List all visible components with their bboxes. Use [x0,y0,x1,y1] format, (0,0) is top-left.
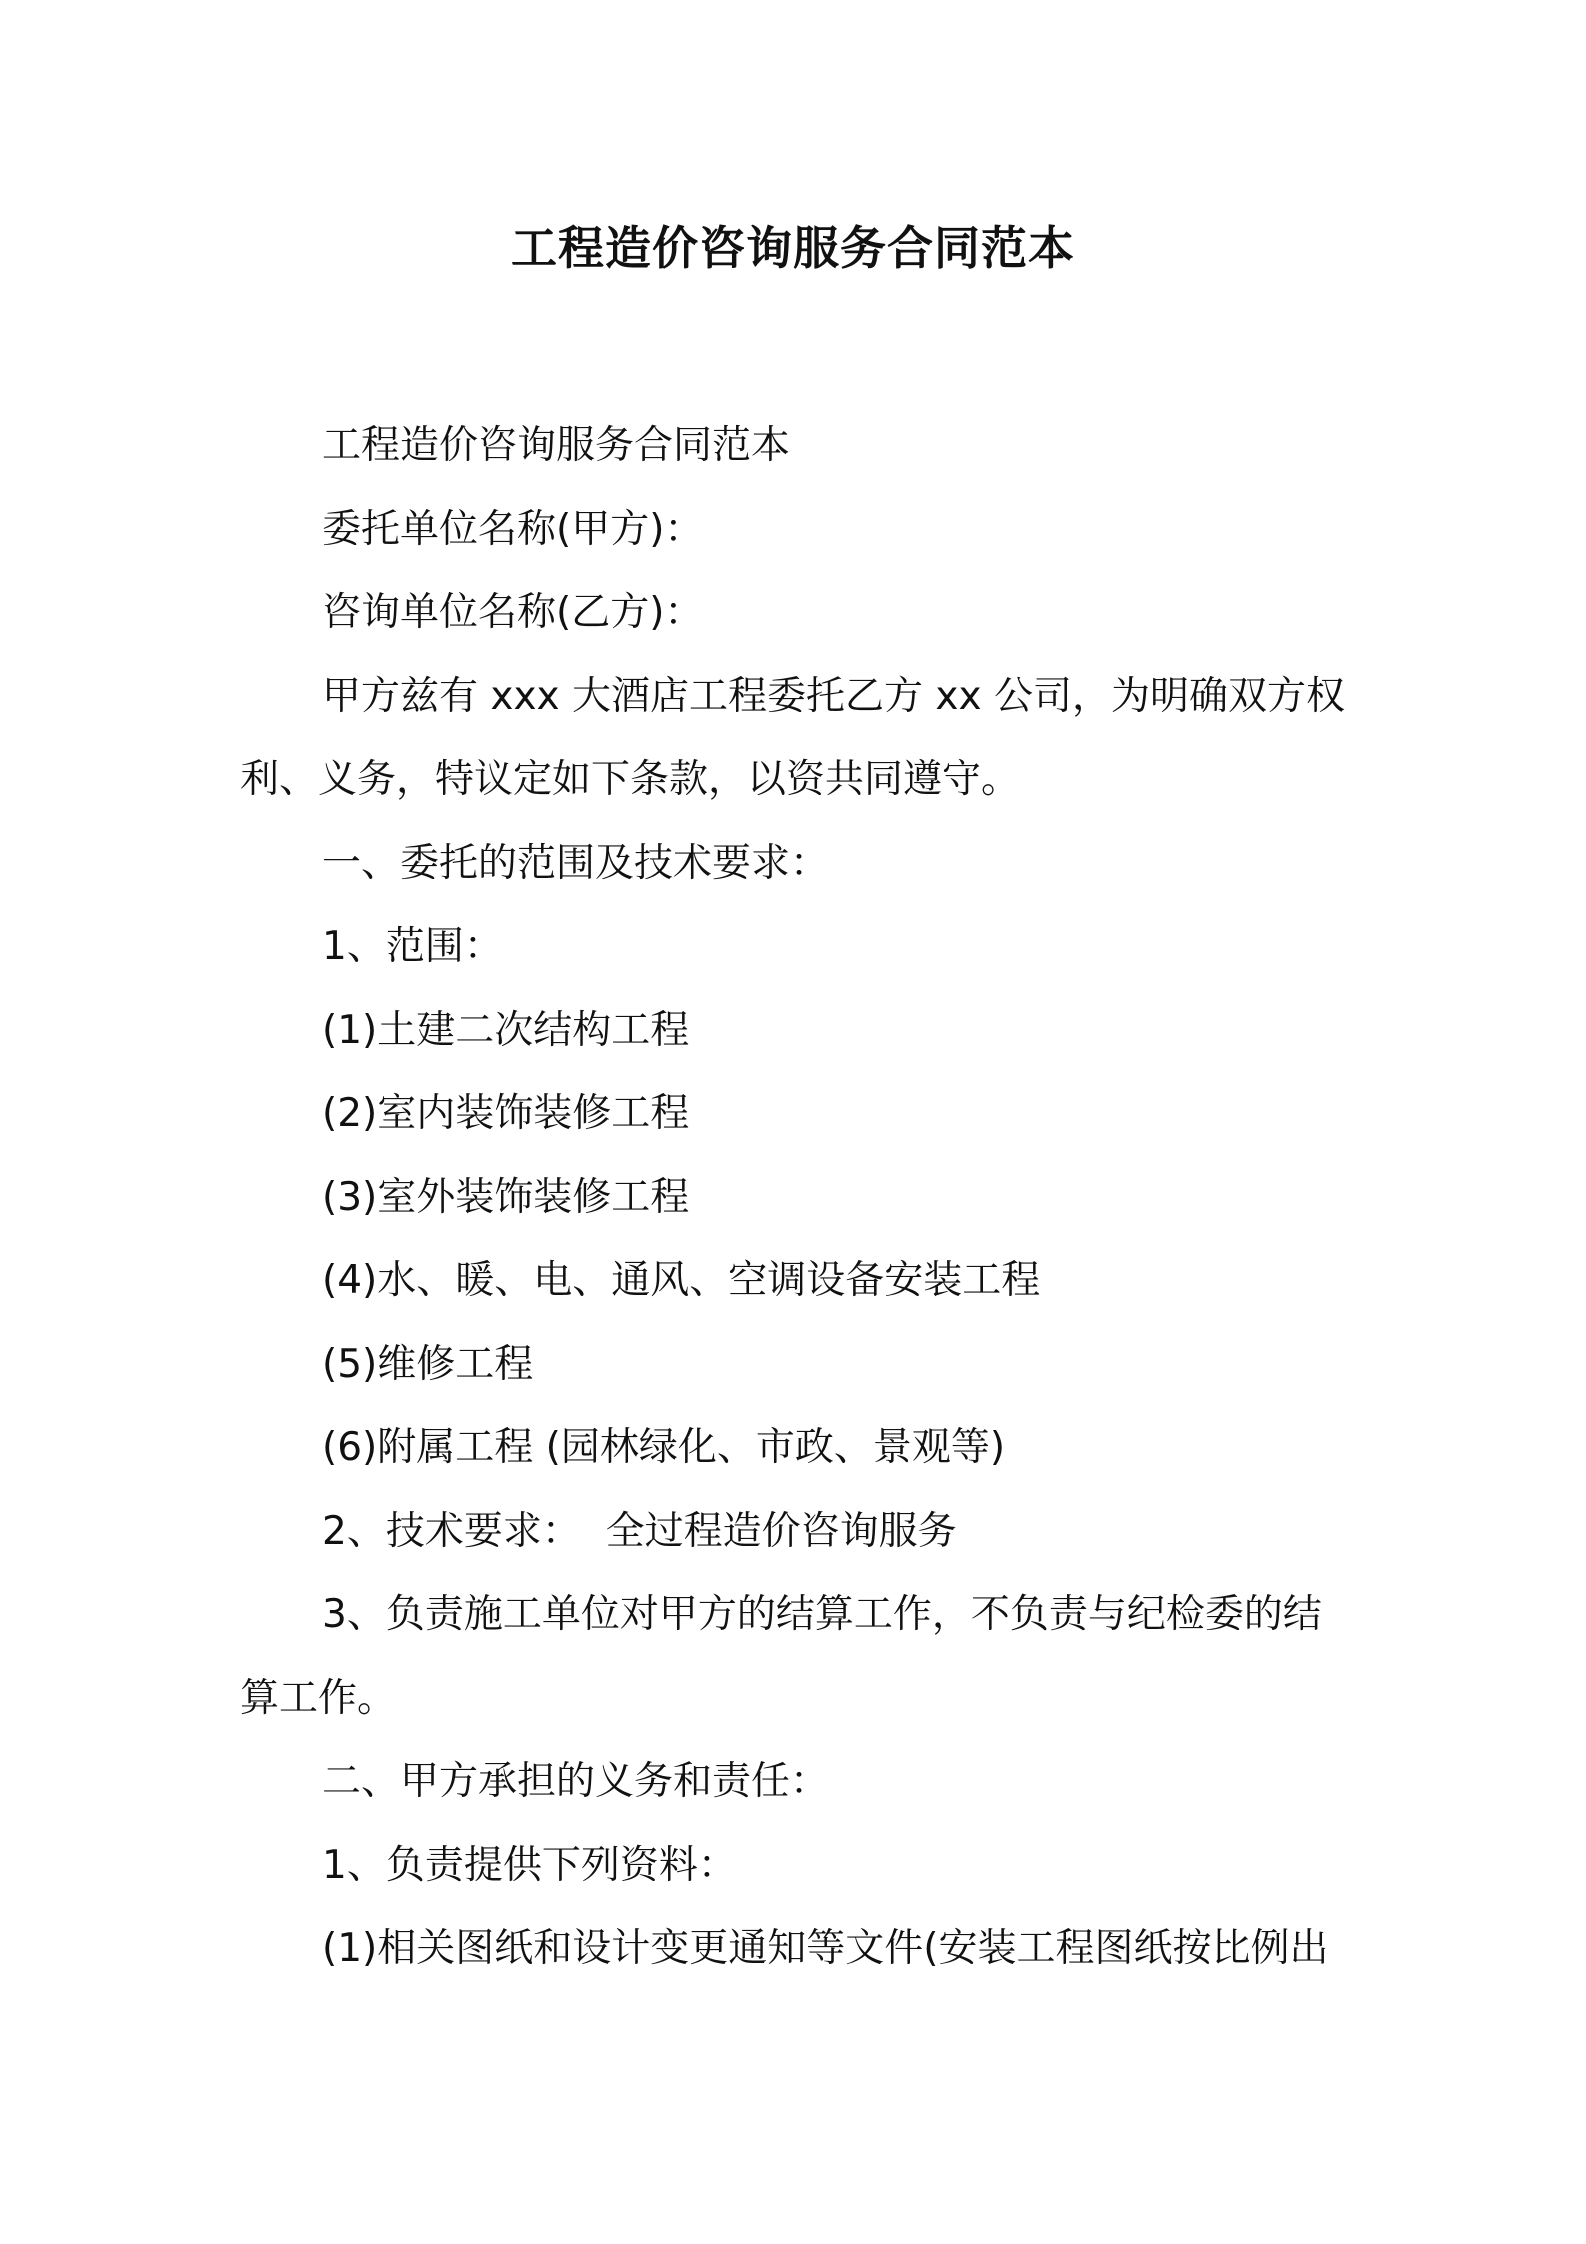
subsection-settlement: 3、负责施工单位对甲方的结算工作，不负责与纪检委的结算工作。 [240,1592,1322,1721]
paragraph-party-a: 委托单位名称(甲方)： [322,506,704,552]
list-item: (1)相关图纸和设计变更通知等文件(安装工程图纸按比例出 [322,1926,1329,1971]
document-title: 工程造价咨询服务合同范本 [511,221,1075,275]
list-item: (4)水、暖、电、通风、空调设备安装工程 [322,1258,1041,1303]
paragraph-heading-repeat: 工程造价咨询服务合同范本 [322,423,791,468]
list-item: (2)室内装饰装修工程 [322,1091,690,1136]
list-item: (5)维修工程 [322,1341,534,1387]
list-item: (1)土建二次结构工程 [322,1007,690,1053]
section-heading-scope: 一、委托的范围及技术要求： [322,840,830,886]
section-heading-party-a-obligations: 二、甲方承担的义务和责任： [322,1759,830,1804]
paragraph-party-b: 咨询单位名称(乙方)： [322,590,704,635]
paragraph-intro: 甲方兹有 xxx 大酒店工程委托乙方 xx 公司，为明确双方权利、义务，特议定如下条款，以资共同遵守。 [240,673,1345,802]
subsection-scope: 1、范围： [322,924,503,969]
list-item: (6)附属工程 (园林绿化、市政、景观等) [322,1425,1006,1470]
subsection-technical-requirements: 2、技术要求： 全过程造价咨询服务 [322,1508,957,1554]
subsection-provide-materials: 1、负责提供下列资料： [322,1842,737,1888]
document-body [240,404,1360,1991]
list-item: (3)室外装饰装修工程 [322,1174,690,1220]
